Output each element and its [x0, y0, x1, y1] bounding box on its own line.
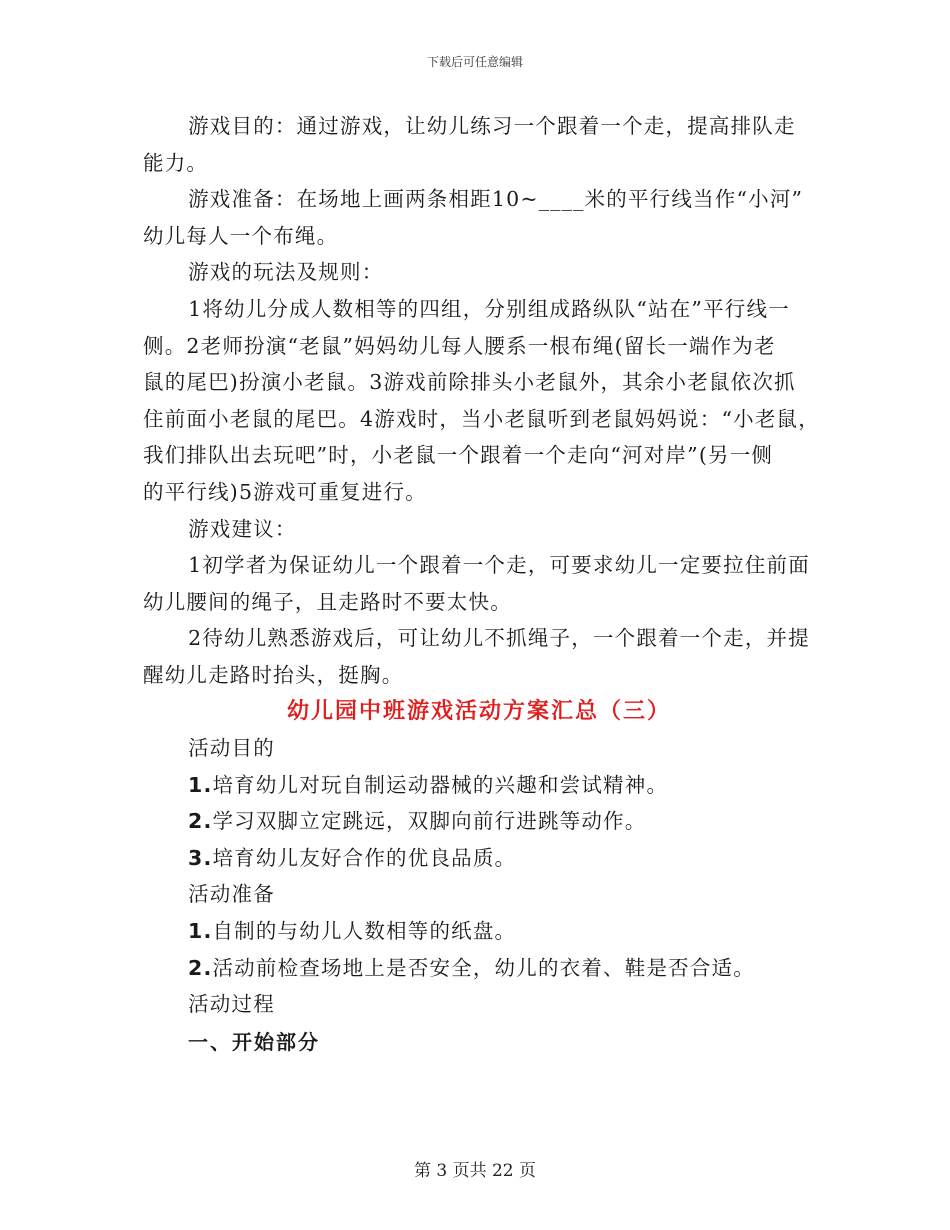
prep-item	[143, 913, 815, 950]
prep-item-text: 自制的与幼儿人数相等的纸盘。	[212, 919, 517, 944]
prep-item-number: 2.	[188, 955, 213, 980]
section-title: 幼儿园中班游戏活动方案汇总（三）	[286, 698, 671, 724]
game-rules-line-1: 1将幼儿分成人数相等的四组，分别组成路纵队“站在”平行线一	[188, 296, 790, 321]
prep-item-text: 活动前检查场地上是否安全，幼儿的衣着、鞋是否合适。	[212, 955, 755, 980]
goal-item	[143, 767, 815, 804]
goal-item-number: 2.	[188, 809, 213, 834]
game-rules-line-2: 侧。2老师扮演“老鼠”妈妈幼儿每人腰系一根布绳(留长一端作为老	[143, 333, 776, 358]
prep-item-number: 1.	[188, 919, 213, 944]
goal-item-text: 培育幼儿友好合作的优良品质。	[212, 845, 517, 870]
page-header: 下载后可任意编辑	[426, 55, 523, 69]
game-prep-line-1: 游戏准备：在场地上画两条相距10~____米的平行线当作“小河”	[188, 187, 804, 212]
game-rules-line-3: 鼠的尾巴)扮演小老鼠。3游戏前除排头小老鼠外，其余小老鼠依次抓	[143, 370, 796, 395]
game-rules-line-6: 的平行线)5游戏可重复进行。	[143, 479, 427, 504]
process-heading: 活动过程	[188, 992, 275, 1017]
game-purpose-line-1: 游戏目的：通过游戏，让幼儿练习一个跟着一个走，提高排队走	[188, 114, 796, 138]
game-rules-line-5: 我们排队出去玩吧”时，小老鼠一个跟着一个走向“河对岸”(另一侧	[143, 443, 774, 468]
game-rules-title: 游戏的玩法及规则：	[188, 260, 384, 285]
game-advice-2-line-2: 醒幼儿走路时抬头，挺胸。	[143, 662, 404, 687]
document-body	[143, 108, 820, 1061]
goal-item-text: 培育幼儿对玩自制运动器械的兴趣和尝试精神。	[212, 772, 669, 797]
goal-heading: 活动目的	[188, 736, 275, 761]
game-advice-2-line-1: 2待幼儿熟悉游戏后，可让幼儿不抓绳子，一个跟着一个走，并提	[188, 626, 810, 651]
game-advice-1-line-1: 1初学者为保证幼儿一个跟着一个走，可要求幼儿一定要拉住前面	[188, 553, 810, 578]
game-rules-line-4: 住前面小老鼠的尾巴。4游戏时，当小老鼠听到老鼠妈妈说：“小老鼠，	[143, 406, 820, 431]
game-advice-1-line-2: 幼儿腰间的绳子，且走路时不要太快。	[143, 589, 512, 614]
goal-item-number: 3.	[188, 845, 213, 870]
goal-item-number: 1.	[188, 772, 213, 797]
page-footer: 第 3 页共 22 页	[413, 1161, 537, 1181]
game-prep-line-2: 幼儿每人一个布绳。	[143, 223, 339, 248]
goal-item	[143, 840, 815, 877]
prep-item	[143, 950, 815, 987]
game-advice-title: 游戏建议：	[188, 516, 297, 541]
goal-item	[143, 803, 815, 840]
part-one-heading: 一、开始部分	[188, 1029, 320, 1054]
prep-heading: 活动准备	[188, 882, 275, 907]
goal-item-text: 学习双脚立定跳远，双脚向前行进跳等动作。	[212, 809, 647, 834]
game-purpose-line-2: 能力。	[143, 150, 209, 175]
